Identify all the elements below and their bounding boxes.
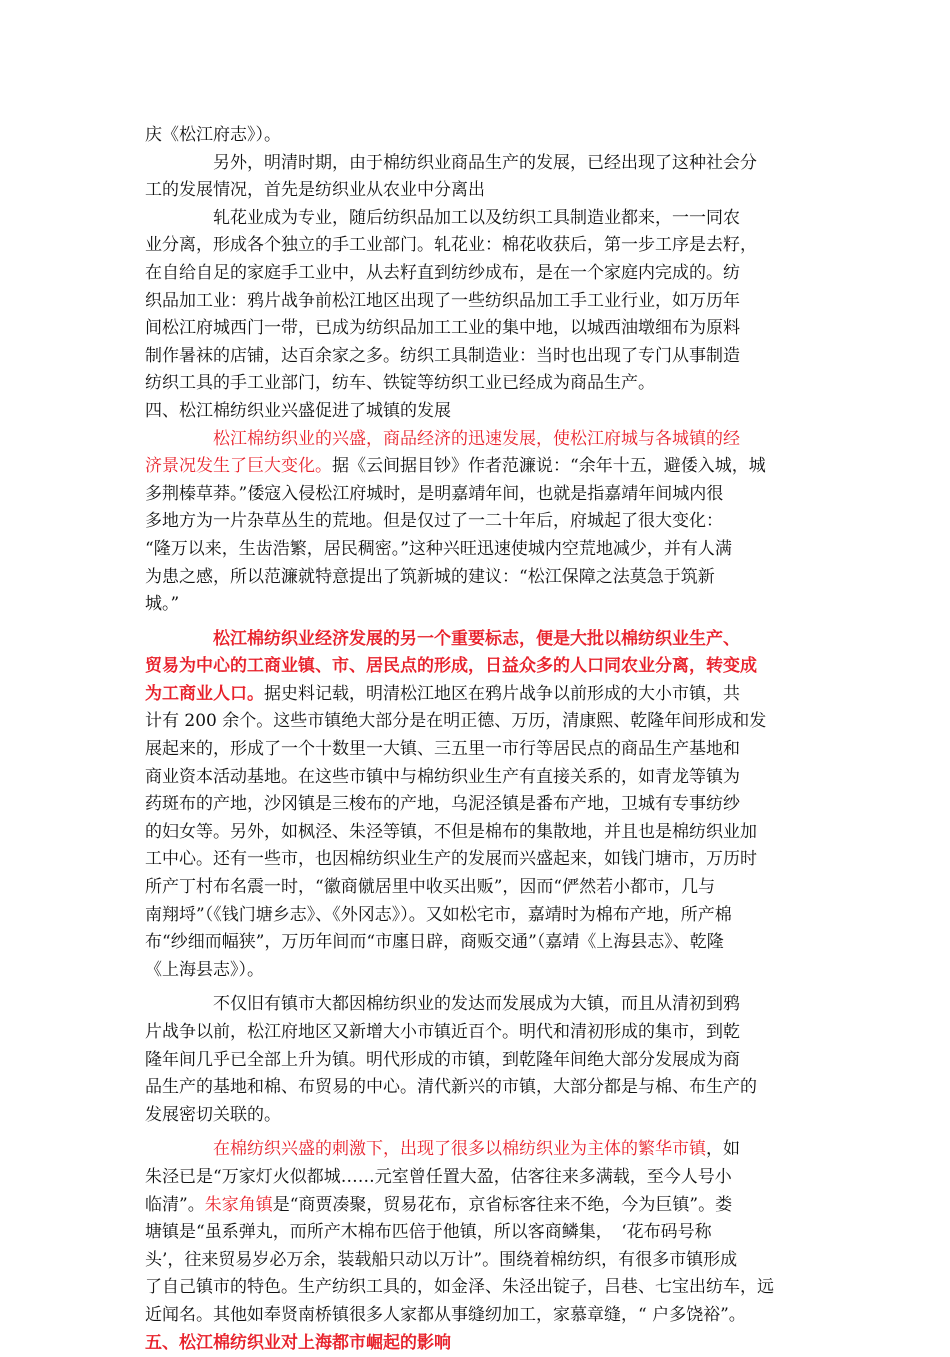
body-text: 头’，往来贸易岁必万余，装载船只动以万计”。围绕着棉纺织，有很多市镇形成 [145, 1249, 738, 1270]
text-line [145, 426, 810, 454]
body-text: 为患之感，所以范濂就特意提出了筑新城的建议：“松江保障之法莫急于筑新 [145, 566, 715, 587]
highlighted-text: 松江棉纺织业经济发展的另一个重要标志，便是大批以棉纺织业生产、 [213, 628, 740, 649]
body-text: 轧花业成为专业，随后纺织品加工以及纺织工具制造业都来，一一同农 [213, 207, 740, 228]
text-line [145, 232, 810, 260]
body-text: 片战争以前，松江府地区又新增大小市镇近百个。明代和清初形成的集市，到乾 [145, 1022, 740, 1042]
text-line [145, 991, 810, 1019]
text-line [145, 874, 810, 902]
text-line [145, 564, 810, 592]
highlighted-text: 五、松江棉纺织业对上海都市崛起的影响 [145, 1332, 451, 1353]
body-text: 计有 200 余个。这些市镇绝大部分是在明正德、万历，清康熙、乾隆年间形成和发 [145, 711, 767, 732]
text-line [145, 508, 810, 536]
paragraph-gap [145, 984, 810, 991]
text-line [145, 708, 810, 736]
text-line [145, 1074, 810, 1102]
paragraph-gap [145, 1129, 810, 1136]
highlighted-text: 朱家角镇 [204, 1194, 273, 1215]
text-line [145, 626, 810, 654]
body-text: 间松江府城西门一带，已成为纺织品加工工业的集中地，以城西油墩细布为原料 [145, 318, 740, 339]
text-line [145, 591, 810, 619]
body-text: 近闻名。其他如奉贤南桥镇很多人家都从事缝纫加工，家慕章缝，“ 户多饶裕”。 [145, 1304, 746, 1325]
highlighted-text: 为工商业人口。 [145, 683, 264, 704]
body-text: 另外，明清时期，由于棉纺织业商品生产的发展，已经出现了这种社会分 [213, 152, 757, 173]
text-line [145, 453, 810, 481]
body-text: 隆年间几乎已全部上升为镇。明代形成的市镇，到乾隆年间绝大部分发展成为商 [145, 1049, 740, 1070]
body-text: 纺织工具的手工业部门，纺车、铁锭等纺织工业已经成为商品生产。 [145, 373, 655, 394]
body-text: 发展密切关联的。 [145, 1104, 281, 1125]
body-text: 《上海县志》）。 [145, 959, 264, 980]
body-text: 临清”。 [145, 1194, 205, 1215]
text-line [145, 1274, 810, 1302]
text-line [145, 902, 810, 930]
body-text: 多地方为一片杂草丛生的荒地。但是仅过了一二十年后，府城起了很大变化： [145, 511, 723, 532]
text-line [145, 681, 810, 709]
body-text: ，如 [706, 1139, 740, 1160]
body-text: 城。” [145, 594, 180, 615]
body-text: 商业资本活动基地。在这些市镇中与棉纺织业生产有直接关系的，如青龙等镇为 [145, 766, 740, 787]
text-line [145, 929, 810, 957]
text-line [145, 1219, 810, 1247]
body-text: 据《云间据目钞》作者范濂说：“余年十五，避倭入城，城 [332, 456, 766, 477]
text-line [145, 846, 810, 874]
body-text: 多荆榛草莽。”倭寇入侵松江府城时，是明嘉靖年间，也就是指嘉靖年间城内很 [145, 483, 724, 504]
highlighted-text: 松江棉纺织业的兴盛，商品经济的迅速发展，使松江府城与各城镇的经 [213, 428, 740, 449]
text-line [145, 177, 810, 205]
body-text: 工中心。还有一些市，也因棉纺织业生产的发展而兴盛起来，如钱门塘市，万历时 [145, 849, 757, 870]
text-line [145, 736, 810, 764]
body-text: 织品加工业：鸦片战争前松江地区出现了一些纺织品加工手工业行业，如万历年 [145, 290, 740, 311]
text-line [145, 1330, 810, 1357]
body-text: 南翔埒”（《钱门塘乡志》、《外冈志》）。又如松宅市，嘉靖时为棉布产地，所产棉 [145, 904, 732, 925]
text-line [145, 1192, 810, 1220]
body-text: 是“商贾凑聚，贸易花布，京省标客往来不绝，今为巨镇”。娄 [272, 1194, 733, 1215]
text-line [145, 288, 810, 316]
highlighted-text: 在棉纺织兴盛的刺激下，出现了很多以棉纺织业为主体的繁华市镇 [213, 1139, 706, 1160]
text-line [145, 819, 810, 847]
body-text: 据史料记载，明清松江地区在鸦片战争以前形成的大小市镇，共 [264, 683, 740, 704]
text-line [145, 764, 810, 792]
body-text: “隆万以来，生齿浩繁，居民稠密。”这种兴旺迅速使城内空荒地减少，并有人满 [145, 538, 732, 559]
body-text: 不仅旧有镇市大都因棉纺织业的发达而发展成为大镇，而且从清初到鸦 [213, 994, 740, 1015]
text-line [145, 1136, 810, 1164]
body-text: 业分离，形成各个独立的手工业部门。轧花业：棉花收获后，第一步工序是去籽， [145, 235, 757, 256]
body-text: 展起来的，形成了一个十数里一大镇、三五里一市行等居民点的商品生产基地和 [145, 739, 740, 760]
text-line [145, 1302, 810, 1330]
text-line [145, 1102, 810, 1130]
text-line [145, 1019, 810, 1047]
text-line [145, 205, 810, 233]
body-text: 的妇女等。另外，如枫泾、朱泾等镇，不但是棉布的集散地，并且也是棉纺织业加 [145, 821, 757, 842]
body-text: 四、松江棉纺织业兴盛促进了城镇的发展 [145, 400, 451, 421]
body-text: 布“纱细而幅狭”，万历年间而“市廛日辟，商贩交通”（嘉靖《上海县志》、乾隆 [145, 932, 724, 953]
text-line [145, 791, 810, 819]
body-text: 所产丁村布名震一时，“徽商僦居里中收买出贩”，因而“俨然若小都市，几与 [145, 877, 716, 898]
body-text: 工的发展情况，首先是纺织业从农业中分离出 [145, 180, 485, 201]
text-line [145, 343, 810, 371]
text-line [145, 536, 810, 564]
body-text: 塘镇是“虽系弹丸，而所产木棉布匹倍于他镇，所以客商鳞集， ‘花布码号称 [145, 1222, 712, 1243]
text-line [145, 150, 810, 178]
text-line [145, 1047, 810, 1075]
text-line [145, 957, 810, 985]
paragraph-gap [145, 619, 810, 626]
text-line [145, 260, 810, 288]
body-text: 药斑布的产地，沙冈镇是三梭布的产地，乌泥泾镇是番布产地，卫城有专事纺纱 [145, 794, 740, 815]
body-text: 制作暑袜的店铺，达百余家之多。纺织工具制造业：当时也出现了专门从事制造 [145, 345, 740, 366]
text-line [145, 398, 810, 426]
text-line [145, 653, 810, 681]
body-text: 在自给自足的家庭手工业中，从去籽直到纺纱成布，是在一个家庭内完成的。纺 [145, 262, 740, 283]
body-text: 了自己镇市的特色。生产纺织工具的，如金泽、朱泾出锭子，吕巷、七宝出纺车，远 [145, 1277, 774, 1298]
document-page [145, 122, 810, 1357]
text-line [145, 122, 810, 150]
body-text: 庆《松江府志》）。 [145, 125, 281, 145]
body-text: 朱泾已是“万家灯火似都城……元室曾任置大盈，估客往来多满载，至今人号小 [145, 1166, 732, 1187]
text-line [145, 1164, 810, 1192]
text-line [145, 370, 810, 398]
body-text: 品生产的基地和棉、布贸易的中心。清代新兴的市镇，大部分都是与棉、布生产的 [145, 1077, 757, 1098]
highlighted-text: 济景况发生了巨大变化。 [145, 456, 332, 477]
text-line [145, 315, 810, 343]
highlighted-text: 贸易为中心的工商业镇、市、居民点的形成，日益众多的人口同农业分离，转变成 [145, 656, 757, 677]
text-line [145, 1247, 810, 1275]
text-line [145, 481, 810, 509]
